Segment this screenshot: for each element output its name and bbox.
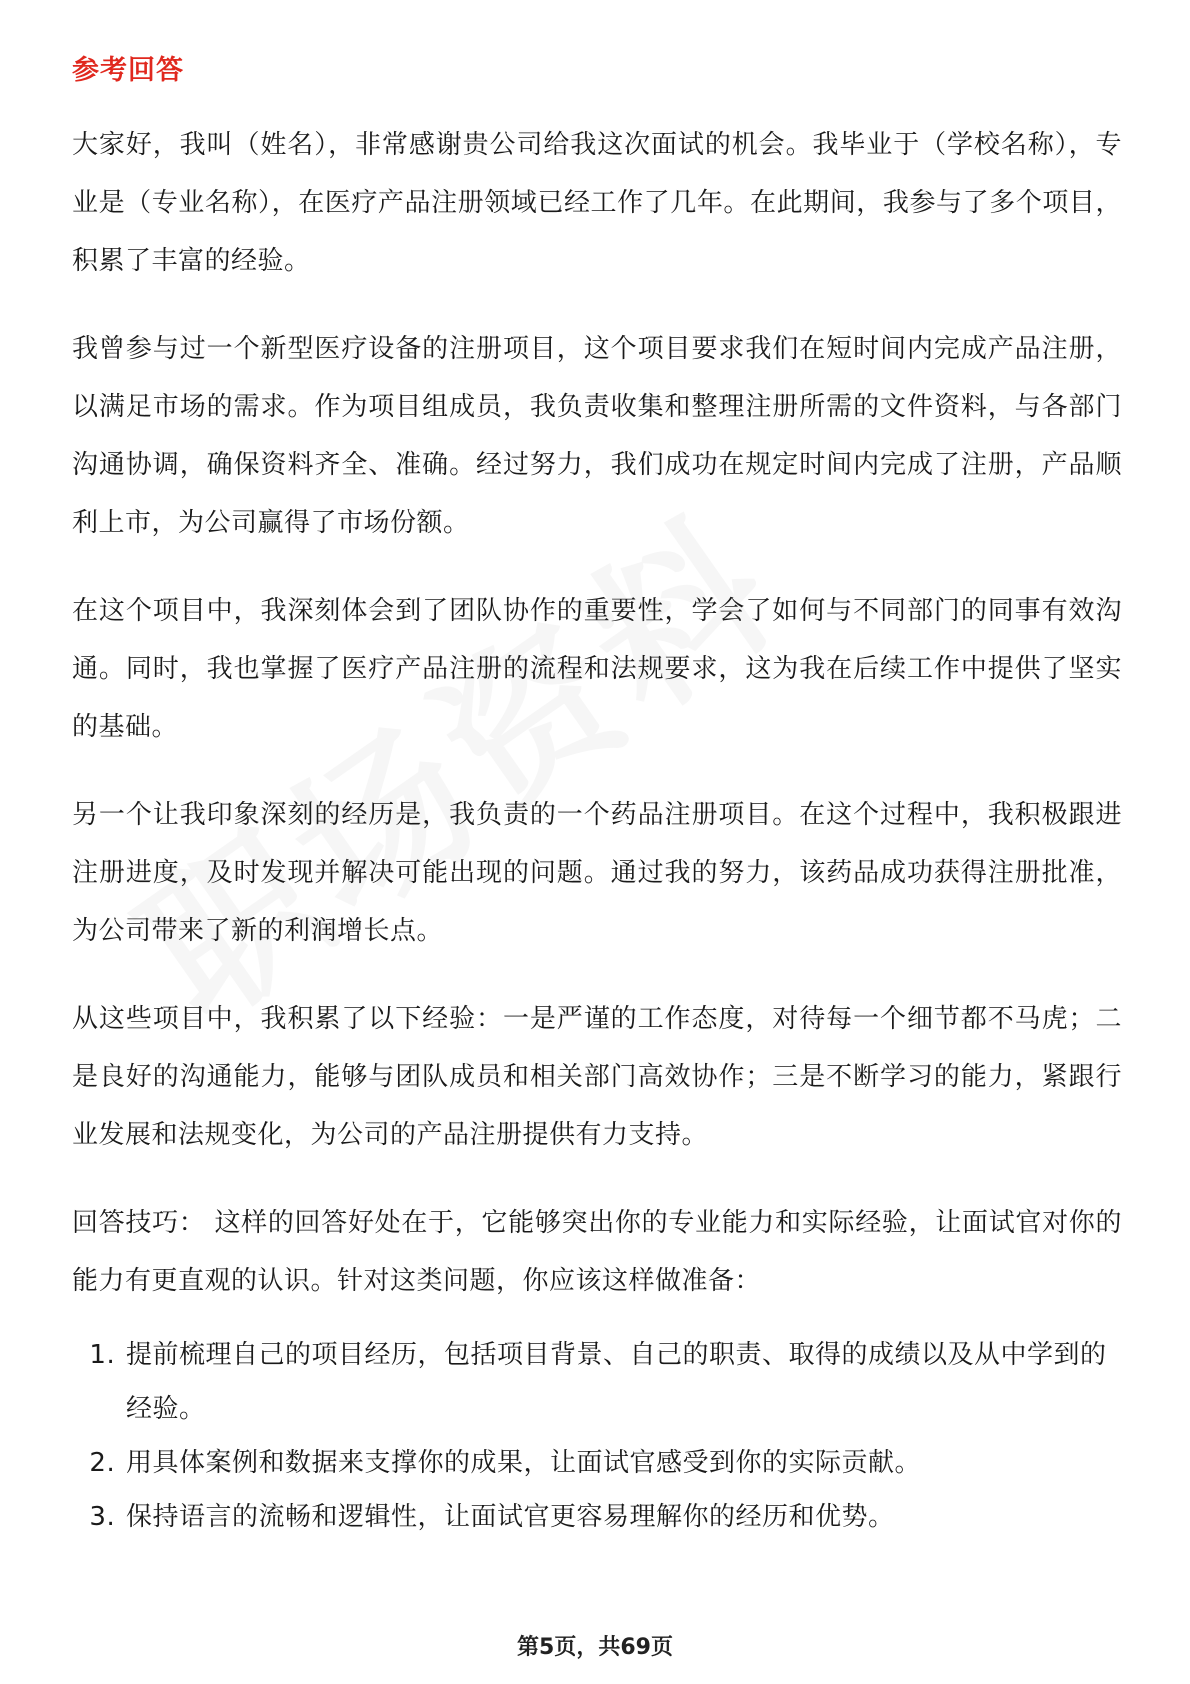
list-item: 2. 用具体案例和数据来支撑你的成果，让面试官感受到你的实际贡献。 [124, 1436, 1122, 1490]
answer-content [72, 116, 1122, 1544]
paragraph-device-project: 我曾参与过一个新型医疗设备的注册项目，这个项目要求我们在短时间内完成产品注册，以满足市场的需求。作为项目组成员，我负责收集和整理注册所需的文件资料，与各部门沟通协调，确保资料齐全、准确。经过努力，我们成功在规定时间内完成了注册，产品顺利上市，为公司赢得了市场份额。 [72, 334, 1122, 538]
paragraph-answer-tips: 回答技巧： 这样的回答好处在于，它能够突出你的专业能力和实际经验，让面试官对你的能力有更直观的认识。针对这类问题，你应该这样做准备： [72, 1208, 1122, 1296]
paragraph-drug-project: 另一个让我印象深刻的经历是，我负责的一个药品注册项目。在这个过程中，我积极跟进注册进度，及时发现并解决可能出现的问题。通过我的努力，该药品成功获得注册批准，为公司带来了新的利润增长点。 [72, 800, 1122, 946]
paragraph-teamwork: 在这个项目中，我深刻体会到了团队协作的重要性，学会了如何与不同部门的同事有效沟通。同时，我也掌握了医疗产品注册的流程和法规要求，这为我在后续工作中提供了坚实的基础。 [72, 596, 1122, 742]
paragraph-intro: 大家好，我叫（姓名），非常感谢贵公司给我这次面试的机会。我毕业于（学校名称），专业是（专业名称），在医疗产品注册领域已经工作了几年。在此期间，我参与了多个项目，积累了丰富的经验。 [72, 130, 1122, 276]
section-heading: 参考回答 [72, 55, 184, 86]
page-number: 第5页，共69页 [517, 1635, 673, 1660]
paragraph-experience: 从这些项目中，我积累了以下经验：一是严谨的工作态度，对待每一个细节都不马虎；二是良好的沟通能力，能够与团队成员和相关部门高效协作；三是不断学习的能力，紧跟行业发展和法规变化，为公司的产品注册提供有力支持。 [72, 1004, 1122, 1150]
list-item: 1. 提前梳理自己的项目经历，包括项目背景、自己的职责、取得的成绩以及从中学到的经验。 [124, 1328, 1122, 1436]
list-item: 3. 保持语言的流畅和逻辑性，让面试官更容易理解你的经历和优势。 [124, 1490, 1122, 1544]
tips-list [72, 1328, 1122, 1544]
